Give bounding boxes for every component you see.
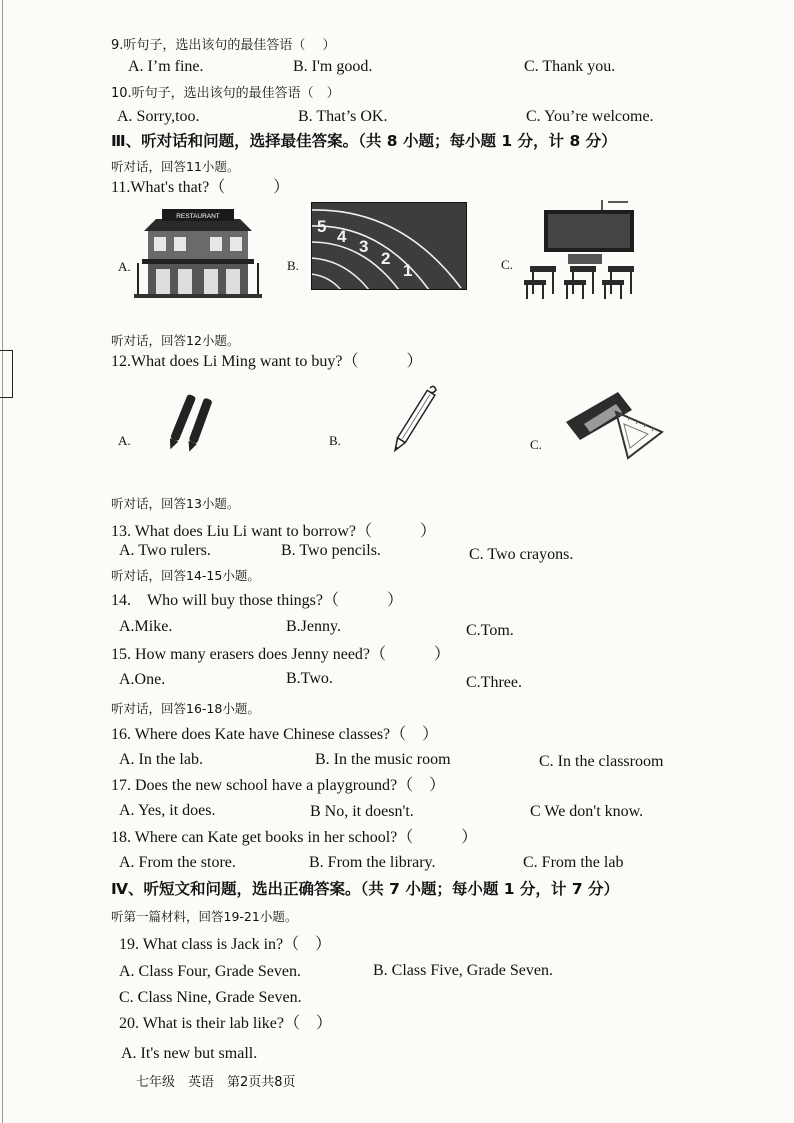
track-lane-4: 4 bbox=[337, 227, 347, 246]
q19-21-intro: 听第一篇材料，回答19-21小题。 bbox=[111, 909, 298, 924]
q17-option-a[interactable]: A. Yes, it does. bbox=[119, 802, 216, 819]
q19-option-b[interactable]: B. Class Five, Grade Seven. bbox=[373, 962, 553, 979]
section-3-title: Ⅲ、听对话和问题，选择最佳答案。（共 8 小题；每小题 1 分，计 8 分） bbox=[111, 132, 617, 150]
track-lane-2: 2 bbox=[381, 249, 391, 268]
q17-option-c[interactable]: C We don't know. bbox=[530, 803, 644, 820]
q14-option-c[interactable]: C.Tom. bbox=[466, 622, 514, 639]
q12-option-a-label[interactable]: A. bbox=[118, 433, 131, 448]
q16-option-c[interactable]: C. In the classroom bbox=[539, 753, 664, 770]
q18-prompt: 18. Where can Kate get books in her school?（ ） bbox=[111, 829, 478, 846]
track-lane-1: 1 bbox=[403, 261, 413, 280]
q20-option-a[interactable]: A. It's new but small. bbox=[121, 1045, 258, 1062]
q11-option-a-label[interactable]: A. bbox=[118, 259, 131, 274]
restaurant-image[interactable] bbox=[134, 205, 262, 306]
track-lane-3: 3 bbox=[359, 237, 369, 256]
q18-option-c[interactable]: C. From the lab bbox=[523, 854, 624, 871]
q10-prompt: 10.听句子，选出该句的最佳答语（ ） bbox=[111, 86, 340, 101]
q9-option-c[interactable]: C. Thank you. bbox=[524, 58, 616, 75]
q14-prompt: 14. Who will buy those things?（ ） bbox=[111, 592, 403, 609]
track-lane-5: 5 bbox=[317, 217, 327, 236]
q19-option-a[interactable]: A. Class Four, Grade Seven. bbox=[119, 963, 301, 980]
pens-image[interactable] bbox=[163, 390, 217, 461]
q15-option-c[interactable]: C.Three. bbox=[466, 674, 522, 691]
q17-option-b[interactable]: B No, it doesn't. bbox=[310, 803, 414, 820]
q11-prompt: 11.What's that?（ ） bbox=[111, 179, 290, 196]
q14-option-a[interactable]: A.Mike. bbox=[119, 618, 173, 635]
q9-prompt: 9.听句子，选出该句的最佳答语（ ） bbox=[111, 38, 336, 53]
q16-prompt: 16. Where does Kate have Chinese classes?（ ） bbox=[111, 726, 439, 743]
q11-option-b-label[interactable]: B. bbox=[287, 258, 299, 273]
q16-18-intro: 听对话，回答16-18小题。 bbox=[111, 701, 260, 716]
q13-intro: 听对话，回答13小题。 bbox=[111, 496, 240, 511]
q12-intro: 听对话，回答12小题。 bbox=[111, 333, 240, 348]
pencil-image[interactable] bbox=[388, 384, 440, 463]
q13-option-c[interactable]: C. Two crayons. bbox=[469, 546, 574, 563]
q17-prompt: 17. Does the new school have a playground?（ ） bbox=[111, 777, 446, 794]
q12-option-b-label[interactable]: B. bbox=[329, 433, 341, 448]
running-track-image[interactable] bbox=[311, 202, 467, 295]
rulers-image[interactable] bbox=[558, 386, 666, 467]
q16-option-b[interactable]: B. In the music room bbox=[315, 751, 451, 768]
q19-option-c[interactable]: C. Class Nine, Grade Seven. bbox=[119, 989, 302, 1006]
q15-prompt: 15. How many erasers does Jenny need?（ ） bbox=[111, 646, 451, 663]
q14-15-intro: 听对话，回答14-15小题。 bbox=[111, 568, 260, 583]
q14-option-b[interactable]: B.Jenny. bbox=[286, 618, 341, 635]
q10-option-a[interactable]: A. Sorry,too. bbox=[117, 108, 200, 125]
q9-option-a[interactable]: A. I’m fine. bbox=[128, 58, 204, 75]
restaurant-sign-text: RESTAURANT bbox=[176, 213, 220, 220]
q11-option-c-label[interactable]: C. bbox=[501, 257, 513, 272]
q15-option-a[interactable]: A.One. bbox=[119, 671, 166, 688]
q12-prompt: 12.What does Li Ming want to buy?（ ） bbox=[111, 353, 423, 370]
q10-option-c[interactable]: C. You’re welcome. bbox=[526, 108, 654, 125]
q18-option-b[interactable]: B. From the library. bbox=[309, 854, 436, 871]
q10-option-b[interactable]: B. That’s OK. bbox=[298, 108, 388, 125]
q13-option-a[interactable]: A. Two rulers. bbox=[119, 542, 211, 559]
page-edge-line bbox=[2, 0, 3, 1123]
q13-option-b[interactable]: B. Two pencils. bbox=[281, 542, 381, 559]
q13-prompt: 13. What does Liu Li want to borrow?（ ） bbox=[111, 523, 436, 540]
q16-option-a[interactable]: A. In the lab. bbox=[119, 751, 203, 768]
q12-option-c-label[interactable]: C. bbox=[530, 437, 542, 452]
page-footer: 七年级 英语 第2页共8页 bbox=[136, 1075, 296, 1090]
section-4-title: Ⅳ、听短文和问题，选出正确答案。（共 7 小题；每小题 1 分，计 7 分） bbox=[111, 880, 620, 898]
classroom-image[interactable] bbox=[524, 200, 644, 307]
q20-prompt: 20. What is their lab like?（ ） bbox=[119, 1015, 332, 1032]
q11-intro: 听对话，回答11小题。 bbox=[111, 159, 240, 174]
q15-option-b[interactable]: B.Two. bbox=[286, 670, 333, 687]
q18-option-a[interactable]: A. From the store. bbox=[119, 854, 236, 871]
q19-prompt: 19. What class is Jack in?（ ） bbox=[119, 936, 332, 953]
q9-option-b[interactable]: B. I'm good. bbox=[293, 58, 373, 75]
binding-margin-box bbox=[0, 350, 13, 398]
